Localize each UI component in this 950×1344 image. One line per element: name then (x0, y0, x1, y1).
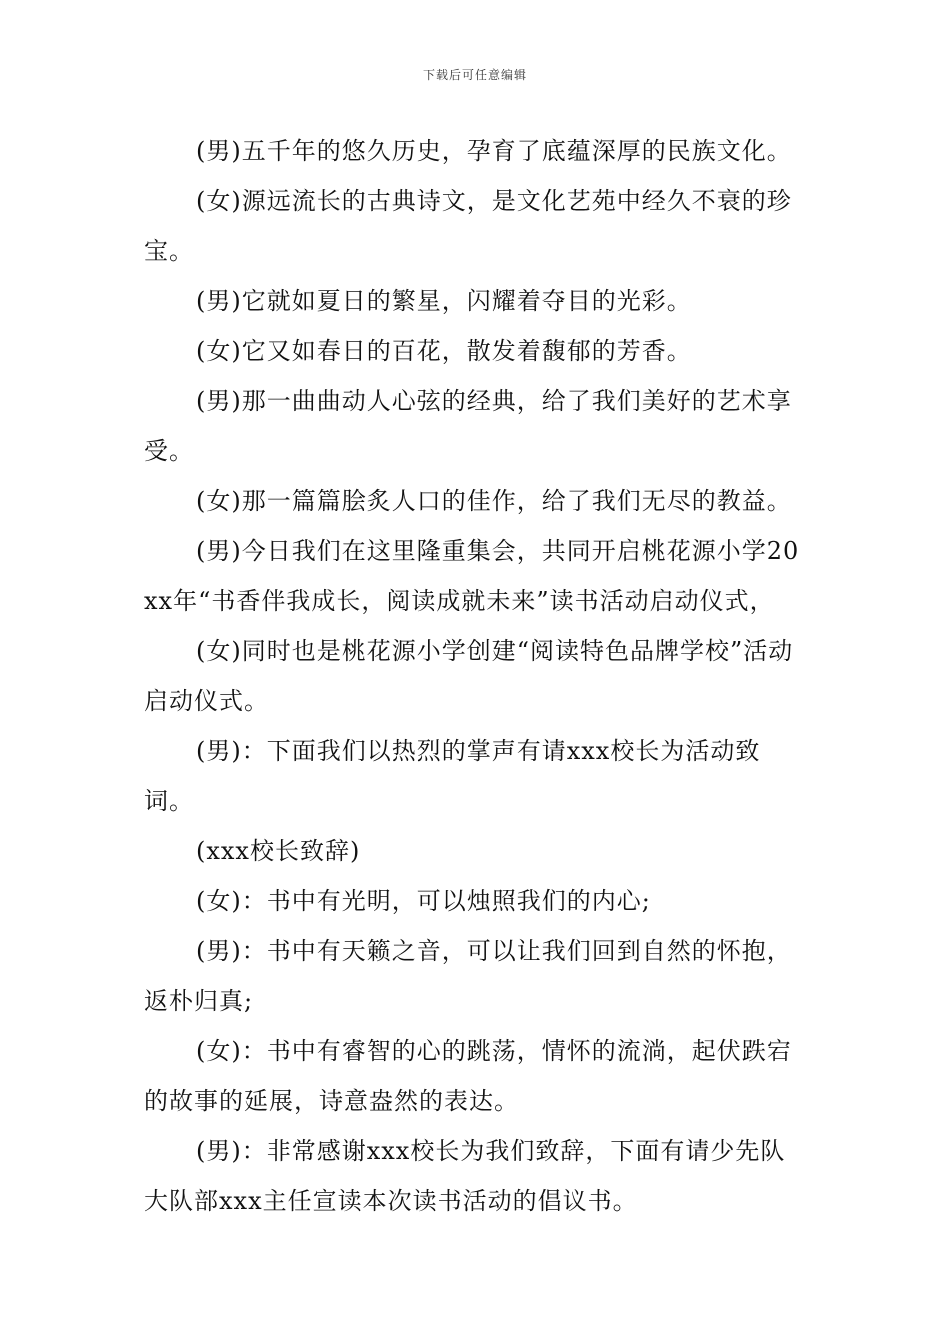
paragraph: (男)今日我们在这里隆重集会，共同开启桃花源小学20xx年“书香伴我成长，阅读成就未来”读书活动启动仪式， (144, 537, 800, 615)
paragraph: (男)它就如夏日的繁星，闪耀着夺目的光彩。 (196, 287, 692, 315)
paragraph: (男)：非常感谢xxx校长为我们致辞，下面有请少先队大队部xxx主任宣读本次读书活动的倡议书。 (144, 1137, 786, 1215)
paragraph: (女)源远流长的古典诗文，是文化艺苑中经久不衰的珍宝。 (144, 187, 792, 265)
paragraph: (男)：下面我们以热烈的掌声有请xxx校长为活动致词。 (144, 737, 761, 815)
paragraph: (女)那一篇篇脍炙人口的佳作，给了我们无尽的教益。 (196, 487, 792, 515)
paragraph: (女)同时也是桃花源小学创建“阅读特色品牌学校”活动启动仪式。 (144, 637, 794, 715)
paragraph: (女)：书中有睿智的心的跳荡，情怀的流淌，起伏跌宕的故事的延展，诗意盎然的表达。 (144, 1037, 792, 1115)
page-header-note: 下载后可任意编辑 (422, 68, 527, 82)
paragraph: (男)：书中有天籁之音，可以让我们回到自然的怀抱，返朴归真; (144, 937, 792, 1015)
paragraph: (xxx校长致辞) (196, 837, 361, 865)
paragraph: (女)：书中有光明，可以烛照我们的内心; (196, 887, 651, 915)
paragraph: (男)五千年的悠久历史，孕育了底蕴深厚的民族文化。 (196, 137, 792, 165)
paragraph: (男)那一曲曲动人心弦的经典，给了我们美好的艺术享受。 (144, 387, 792, 465)
document-body (144, 126, 810, 1226)
paragraph: (女)它又如春日的百花，散发着馥郁的芳香。 (196, 337, 692, 365)
